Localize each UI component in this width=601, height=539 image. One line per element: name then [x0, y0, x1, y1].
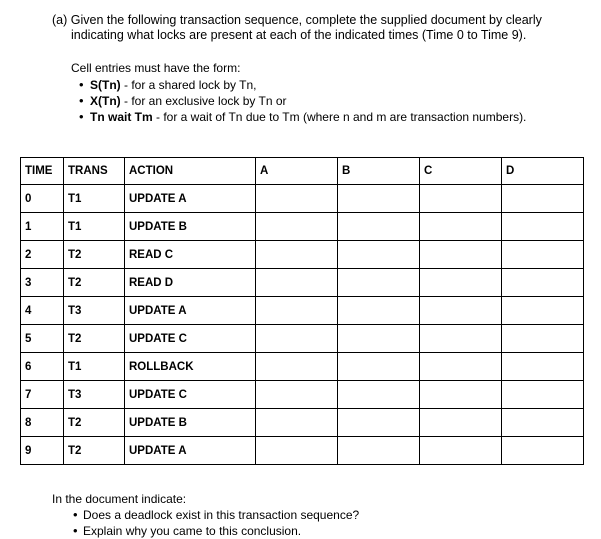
lock-cell-b[interactable]: [338, 269, 420, 297]
header-b: B: [338, 158, 420, 185]
header-c: C: [420, 158, 502, 185]
lock-cell-d[interactable]: [502, 185, 584, 213]
lock-cell-a[interactable]: [256, 409, 338, 437]
table-row: [21, 325, 584, 353]
lock-cell-d[interactable]: [502, 269, 584, 297]
lock-cell-b[interactable]: [338, 353, 420, 381]
time-cell: 5: [21, 325, 64, 353]
time-cell: 6: [21, 353, 64, 381]
table-row: [21, 297, 584, 325]
lock-cell-c[interactable]: [420, 437, 502, 465]
requirement-desc: - for a wait of Tn due to Tm (where n and m are transaction numbers).: [152, 110, 527, 124]
table-row: [21, 213, 584, 241]
lock-cell-d[interactable]: [502, 325, 584, 353]
lock-cell-b[interactable]: [338, 297, 420, 325]
lock-cell-c[interactable]: [420, 409, 502, 437]
lock-cell-d[interactable]: [502, 409, 584, 437]
lock-cell-c[interactable]: [420, 213, 502, 241]
trans-cell: T2: [64, 437, 125, 465]
lock-cell-c[interactable]: [420, 241, 502, 269]
lock-cell-a[interactable]: [256, 269, 338, 297]
header-action: ACTION: [125, 158, 256, 185]
header-time: TIME: [21, 158, 64, 185]
table-row: [21, 409, 584, 437]
requirement-item: [71, 93, 591, 109]
requirement-desc: - for an exclusive lock by Tn or: [120, 94, 287, 108]
outro-heading: In the document indicate:: [52, 492, 187, 506]
lock-cell-c[interactable]: [420, 297, 502, 325]
requirement-item: [71, 109, 591, 125]
lock-cell-b[interactable]: [338, 409, 420, 437]
lock-cell-a[interactable]: [256, 241, 338, 269]
lock-cell-d[interactable]: [502, 297, 584, 325]
lock-cell-d[interactable]: [502, 241, 584, 269]
action-cell: UPDATE B: [125, 213, 256, 241]
action-cell: UPDATE C: [125, 381, 256, 409]
action-cell: UPDATE A: [125, 185, 256, 213]
time-cell: 3: [21, 269, 64, 297]
lock-table: [20, 157, 584, 465]
trans-cell: T2: [64, 325, 125, 353]
table-row: [21, 353, 584, 381]
time-cell: 2: [21, 241, 64, 269]
requirements-list: [71, 77, 591, 125]
trans-cell: T2: [64, 409, 125, 437]
time-cell: 4: [21, 297, 64, 325]
action-cell: ROLLBACK: [125, 353, 256, 381]
trans-cell: T3: [64, 297, 125, 325]
time-cell: 7: [21, 381, 64, 409]
action-cell: UPDATE A: [125, 437, 256, 465]
lock-cell-c[interactable]: [420, 325, 502, 353]
header-a: A: [256, 158, 338, 185]
table-row: [21, 241, 584, 269]
lock-table-body: [21, 185, 584, 465]
lock-cell-a[interactable]: [256, 353, 338, 381]
table-row: [21, 437, 584, 465]
lock-cell-d[interactable]: [502, 213, 584, 241]
action-cell: UPDATE B: [125, 409, 256, 437]
intro-line-1: (a) Given the following transaction sequence, complete the supplied document by clearly: [52, 13, 542, 27]
trans-cell: T1: [64, 185, 125, 213]
lock-cell-c[interactable]: [420, 185, 502, 213]
lock-cell-c[interactable]: [420, 269, 502, 297]
lock-cell-d[interactable]: [502, 353, 584, 381]
lock-cell-a[interactable]: [256, 185, 338, 213]
cell-entry-requirements: [71, 60, 591, 125]
lock-cell-c[interactable]: [420, 381, 502, 409]
action-cell: READ C: [125, 241, 256, 269]
question-outro: [52, 491, 582, 539]
table-header-row: [21, 158, 584, 185]
table-row: [21, 185, 584, 213]
outro-item: • Does a deadlock exist in this transaction sequence?: [52, 507, 582, 523]
header-d: D: [502, 158, 584, 185]
lock-cell-a[interactable]: [256, 381, 338, 409]
outro-list: [52, 507, 582, 539]
lock-cell-a[interactable]: [256, 325, 338, 353]
requirement-code: X(Tn): [90, 94, 121, 108]
trans-cell: T2: [64, 241, 125, 269]
lock-cell-b[interactable]: [338, 437, 420, 465]
time-cell: 0: [21, 185, 64, 213]
action-cell: UPDATE A: [125, 297, 256, 325]
lock-cell-d[interactable]: [502, 381, 584, 409]
time-cell: 8: [21, 409, 64, 437]
trans-cell: T1: [64, 353, 125, 381]
requirement-item: [71, 77, 591, 93]
lock-cell-b[interactable]: [338, 325, 420, 353]
lock-cell-b[interactable]: [338, 241, 420, 269]
requirement-code: S(Tn): [90, 78, 121, 92]
lock-cell-b[interactable]: [338, 381, 420, 409]
action-cell: READ D: [125, 269, 256, 297]
time-cell: 9: [21, 437, 64, 465]
table-row: [21, 269, 584, 297]
outro-item: • Explain why you came to this conclusion.: [52, 523, 582, 539]
lock-cell-a[interactable]: [256, 437, 338, 465]
lock-cell-b[interactable]: [338, 213, 420, 241]
header-trans: TRANS: [64, 158, 125, 185]
time-cell: 1: [21, 213, 64, 241]
question-intro: [52, 13, 582, 43]
lock-cell-a[interactable]: [256, 297, 338, 325]
lock-cell-a[interactable]: [256, 213, 338, 241]
lock-cell-d[interactable]: [502, 437, 584, 465]
requirements-heading: Cell entries must have the form:: [71, 61, 241, 75]
trans-cell: T1: [64, 213, 125, 241]
trans-cell: T2: [64, 269, 125, 297]
lock-cell-c[interactable]: [420, 353, 502, 381]
requirement-code: Tn wait Tm: [90, 110, 153, 124]
lock-cell-b[interactable]: [338, 185, 420, 213]
requirement-desc: - for a shared lock by Tn,: [120, 78, 257, 92]
intro-line-2: indicating what locks are present at each of the indicated times (Time 0 to Time 9).: [71, 28, 527, 42]
action-cell: UPDATE C: [125, 325, 256, 353]
trans-cell: T3: [64, 381, 125, 409]
table-row: [21, 381, 584, 409]
